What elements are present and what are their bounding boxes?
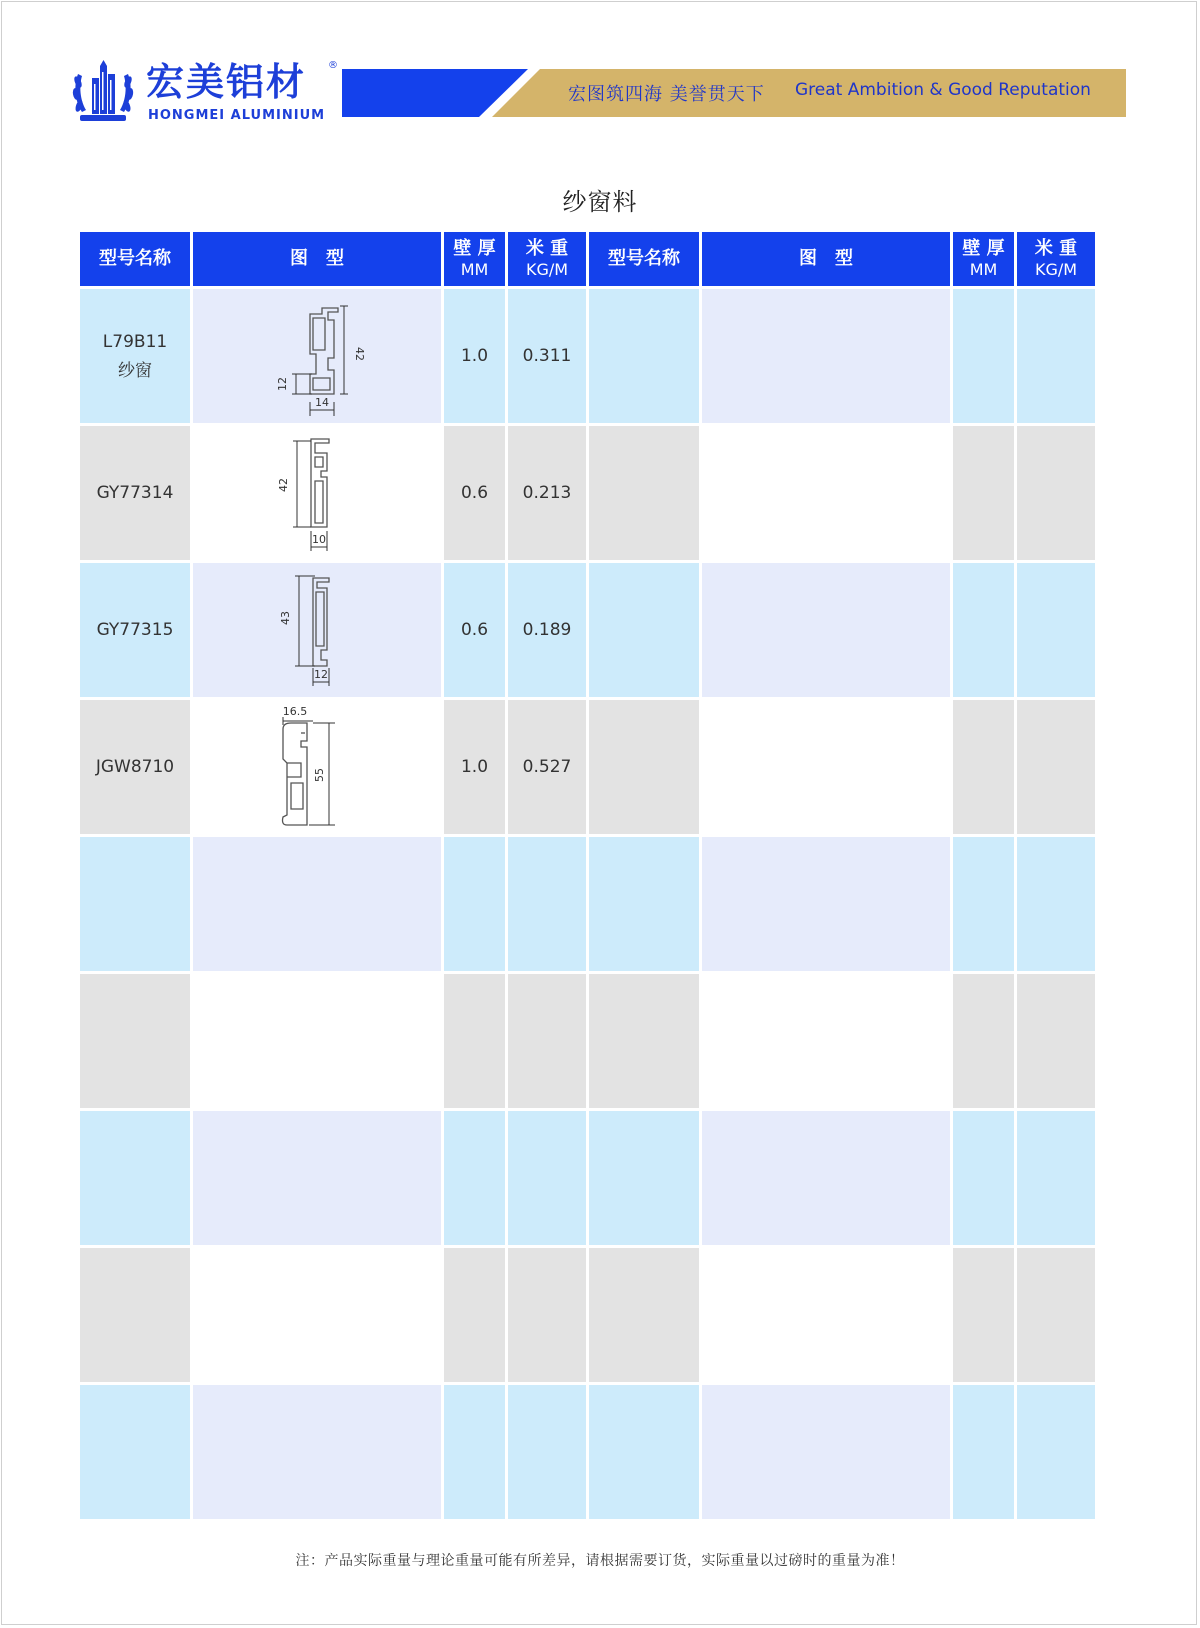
dim-width: 12 <box>314 668 328 681</box>
table-row <box>80 426 1095 560</box>
profile-drawing-cell <box>193 289 441 423</box>
empty-cell <box>953 563 1014 697</box>
weight-cell: 0.189 <box>508 563 586 697</box>
profile-drawing-gy77315 <box>257 568 377 692</box>
header-thickness-label: 壁 厚 <box>453 238 496 259</box>
empty-cell <box>444 1248 505 1382</box>
empty-cell <box>444 1385 505 1519</box>
empty-cell <box>953 1385 1014 1519</box>
dim-height: 43 <box>279 611 292 625</box>
empty-cell <box>508 1248 586 1382</box>
empty-cell <box>193 1111 441 1245</box>
empty-cell <box>702 563 950 697</box>
empty-cell <box>80 1111 190 1245</box>
header-profile-right: 图 型 <box>702 232 950 286</box>
empty-cell <box>508 1385 586 1519</box>
empty-cell <box>589 426 699 560</box>
slogan-en: Great Ambition & Good Reputation <box>795 80 1091 100</box>
empty-cell <box>953 700 1014 834</box>
empty-cell <box>702 1248 950 1382</box>
header-thickness-right <box>953 232 1014 286</box>
model-name: L79B11 <box>102 331 168 352</box>
empty-cell <box>508 974 586 1108</box>
header-thickness-unit: MM <box>460 260 489 279</box>
dim-width: 10 <box>312 533 326 546</box>
empty-cell <box>1017 563 1095 697</box>
empty-cell <box>953 289 1014 423</box>
header-thickness-unit: MM <box>969 260 998 279</box>
dim-height: 42 <box>353 347 366 361</box>
dim-height: 42 <box>277 478 290 492</box>
empty-cell <box>80 1248 190 1382</box>
empty-cell <box>193 1248 441 1382</box>
empty-cell <box>1017 289 1095 423</box>
empty-cell <box>702 426 950 560</box>
registered-mark: ® <box>328 60 338 71</box>
empty-cell <box>1017 837 1095 971</box>
empty-cell <box>953 1111 1014 1245</box>
empty-cell <box>193 837 441 971</box>
model-name: JGW8710 <box>95 757 175 777</box>
brand-name-en: HONGMEI ALUMINIUM <box>148 108 326 123</box>
dim-width: 16.5 <box>282 705 308 718</box>
empty-cell <box>1017 426 1095 560</box>
empty-cell <box>508 837 586 971</box>
empty-cell <box>589 1248 699 1382</box>
empty-cell <box>953 837 1014 971</box>
empty-cell <box>1017 1111 1095 1245</box>
header-thickness-label: 壁 厚 <box>962 238 1005 259</box>
table-row-empty <box>80 974 1095 1108</box>
empty-cell <box>589 974 699 1108</box>
empty-cell <box>1017 700 1095 834</box>
empty-cell <box>702 837 950 971</box>
model-cell <box>80 426 190 560</box>
table-header-row <box>80 232 1095 286</box>
table-row-empty <box>80 1248 1095 1382</box>
empty-cell <box>589 1385 699 1519</box>
empty-cell <box>444 974 505 1108</box>
building-emblem-icon <box>72 60 134 126</box>
weight-cell: 0.311 <box>508 289 586 423</box>
table-row <box>80 563 1095 697</box>
dim-lower: 12 <box>276 377 289 391</box>
footnote: 注：产品实际重量与理论重量可能有所差异，请根据需要订货，实际重量以过磅时的重量为准！ <box>295 1553 905 1569</box>
table-row <box>80 289 1095 423</box>
empty-cell <box>589 289 699 423</box>
empty-cell <box>702 1385 950 1519</box>
model-name: GY77315 <box>96 620 174 640</box>
empty-cell <box>80 837 190 971</box>
profile-drawing-cell <box>193 700 441 834</box>
header-model-right: 型号名称 <box>589 232 699 286</box>
empty-cell <box>702 289 950 423</box>
header-weight-left <box>508 232 586 286</box>
empty-cell <box>1017 1385 1095 1519</box>
page-title: 纱窗料 <box>562 188 638 216</box>
brand-name-cn: 宏美铝材 <box>146 60 307 104</box>
model-cell <box>80 700 190 834</box>
profile-drawing-cell <box>193 426 441 560</box>
header-weight-label: 米 重 <box>525 238 569 259</box>
empty-cell <box>589 837 699 971</box>
profile-drawing-jgw8710 <box>257 703 377 831</box>
header-profile-left: 图 型 <box>193 232 441 286</box>
empty-cell <box>953 974 1014 1108</box>
thickness-cell: 1.0 <box>444 700 505 834</box>
thickness-cell: 0.6 <box>444 563 505 697</box>
model-cell <box>80 289 190 423</box>
empty-cell <box>80 1385 190 1519</box>
profile-drawing-gy77314 <box>257 431 377 555</box>
thickness-cell: 0.6 <box>444 426 505 560</box>
empty-cell <box>193 1385 441 1519</box>
profile-catalog-table <box>77 229 1098 1522</box>
header-weight-label: 米 重 <box>1034 238 1078 259</box>
brand-logo <box>72 58 342 128</box>
profile-drawing-l79b11 <box>252 294 382 418</box>
empty-cell <box>589 1111 699 1245</box>
weight-cell: 0.527 <box>508 700 586 834</box>
empty-cell <box>80 974 190 1108</box>
empty-cell <box>953 426 1014 560</box>
table-row-empty <box>80 837 1095 971</box>
dim-height: 55 <box>313 768 326 782</box>
thickness-cell: 1.0 <box>444 289 505 423</box>
empty-cell <box>508 1111 586 1245</box>
header-model-left: 型号名称 <box>80 232 190 286</box>
header-weight-unit: KG/M <box>525 260 569 279</box>
empty-cell <box>953 1248 1014 1382</box>
weight-cell: 0.213 <box>508 426 586 560</box>
header-thickness-left <box>444 232 505 286</box>
slogan-cn: 宏图筑四海 美誉贯天下 <box>568 84 765 105</box>
empty-cell <box>444 1111 505 1245</box>
model-subname: 纱窗 <box>118 360 152 381</box>
dim-width: 14 <box>315 396 329 409</box>
table-row-empty <box>80 1385 1095 1519</box>
empty-cell <box>702 700 950 834</box>
empty-cell <box>589 700 699 834</box>
empty-cell <box>1017 1248 1095 1382</box>
model-cell <box>80 563 190 697</box>
model-name: GY77314 <box>96 483 174 503</box>
empty-cell <box>444 837 505 971</box>
empty-cell <box>193 974 441 1108</box>
header-weight-right <box>1017 232 1095 286</box>
empty-cell <box>589 563 699 697</box>
table-row-empty <box>80 1111 1095 1245</box>
empty-cell <box>702 1111 950 1245</box>
profile-drawing-cell <box>193 563 441 697</box>
empty-cell <box>702 974 950 1108</box>
empty-cell <box>1017 974 1095 1108</box>
table-row <box>80 700 1095 834</box>
header-weight-unit: KG/M <box>1034 260 1078 279</box>
